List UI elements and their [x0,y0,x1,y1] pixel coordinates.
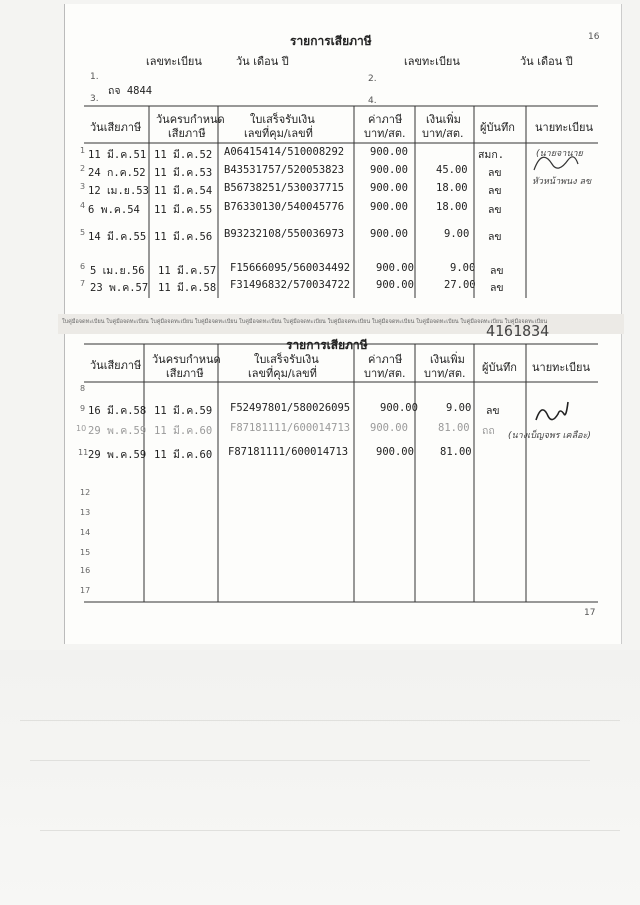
recorder: ลข [490,265,504,277]
extra-amount: 81.00 [438,422,470,434]
recorder: ลข [490,282,504,294]
recorder: สมก. [478,149,505,161]
registrar-stamp-title: หัวหน้าพนง ลข [532,177,592,187]
pay-date: 5 เม.ย.56 [90,265,145,277]
col-pay-date: วันเสียภาษี [90,359,142,372]
recorder: ลข [488,185,502,197]
due-date: 11 มี.ค.56 [154,231,213,243]
extra-amount: 27.00 [444,279,476,291]
tax-amount: 900.00 [380,402,418,414]
pay-date: 29 พ.ค.59 [88,425,147,437]
receipt-number: F87181111/600014713 [228,446,349,458]
row-number: 17 [80,586,91,595]
col-extra-l1: เงินเพิ่ม [426,113,461,126]
row-number: 15 [80,548,91,557]
recorder: ถถ [482,425,495,437]
extra-amount: 81.00 [440,446,472,458]
row-number: 4 [80,201,86,210]
row-number: 5 [80,228,86,237]
due-date: 11 มี.ค.54 [154,185,213,197]
extra-amount: 18.00 [436,182,468,194]
receipt-number: F87181111/600014713 [230,422,351,434]
line2-number: 2. [368,74,377,84]
receipt-number: F15666095/560034492 [230,262,351,274]
due-date: 11 มี.ค.57 [158,265,217,277]
receipt-number: F31496832/570034722 [230,279,351,291]
col-receipt-l2: เลขที่คุม/เลขที่ [244,127,313,140]
extra-amount: 9.00 [450,262,476,274]
row-number: 14 [80,528,91,537]
line4-number: 4. [368,96,377,106]
tax-amount: 900.00 [370,182,408,194]
row-number: 1 [80,146,86,155]
receipt-number: B43531757/520053823 [224,164,345,176]
col-registrar: นายทะเบียน [535,121,594,134]
tax-amount: 900.00 [376,446,414,458]
date-label-right: วัน เดือน ปี [520,55,573,68]
row-number: 8 [80,384,86,393]
registration-number: ถจ 4844 [108,85,153,97]
due-date: 11 มี.ค.59 [154,405,213,417]
serial-number: 4161834 [486,322,550,340]
pay-date: 24 ก.ค.52 [88,167,146,179]
tax-amount: 900.00 [370,164,408,176]
row-number: 2 [80,164,86,173]
row-number: 12 [80,488,91,497]
col-tax-l1: ค่าภาษี [368,353,403,366]
col-due-date-l2: เสียภาษี [166,367,204,380]
row-number: 9 [80,404,86,413]
watermark-text: ใบคู่มือจดทะเบียน ใบคู่มือจดทะเบียน ใบคู่มือจดทะเบียน ใบคู่มือจดทะเบียน ใบคู่มือจดทะเบียน ใบคู่มือจดทะเบียน ใบคู่มือจดทะเบียน ใบคู่มือจดทะเบียน ใบคู่มือจดทะเบียน ใบคู่มือจดทะเบียน ใบคู่มือจดทะเบียน [62,319,548,325]
pay-date: 11 มี.ค.51 [88,149,147,161]
receipt-number: B93232108/550036973 [224,228,345,240]
row-number: 3 [80,182,86,191]
col-recorder: ผู้บันทึก [482,361,517,374]
pay-date: 23 พ.ค.57 [90,282,149,294]
row-number: 16 [80,566,91,575]
recorder: ลข [488,231,502,243]
tax-amount: 900.00 [370,146,408,158]
col-extra-l2: บาท/สต. [422,127,464,140]
registrar-stamp-name: (นายจานาย [536,149,583,159]
line1-number: 1. [90,72,99,82]
pay-date: 14 มี.ค.55 [88,231,147,243]
due-date: 11 มี.ค.60 [154,449,213,461]
recorder: ลข [488,204,502,216]
col-tax-l2: บาท/สต. [364,127,406,140]
col-recorder: ผู้บันทึก [480,121,515,134]
date-label-left: วัน เดือน ปี [236,55,289,68]
pay-date: 16 มี.ค.58 [88,405,147,417]
receipt-number: A06415414/510008292 [224,146,345,158]
col-extra-l1: เงินเพิ่ม [430,353,465,366]
col-receipt-l1: ใบเสร็จรับเงิน [250,113,315,126]
col-due-date-l1: วันครบกำหนด [156,113,225,126]
due-date: 11 มี.ค.55 [154,204,213,216]
recorder: ลข [486,405,500,417]
tax-amount: 900.00 [370,228,408,240]
pay-date: 6 พ.ค.54 [88,204,140,216]
row-number: 6 [80,262,86,271]
page-number-top: 16 [588,32,600,42]
row-number: 7 [80,279,86,288]
col-receipt-l2: เลขที่คุม/เลขที่ [248,367,317,380]
pay-date: 12 เม.ย.53 [88,185,149,197]
row-number: 11 [78,448,89,457]
scan-artifact [40,830,620,831]
tax-amount: 900.00 [376,279,414,291]
receipt-number: F52497801/580026095 [230,402,351,414]
section2-title: รายการเสียภาษี [286,338,368,352]
reg-label-right: เลขทะเบียน [404,55,460,68]
extra-amount: 18.00 [436,201,468,213]
scan-artifact [30,760,590,761]
receipt-number: B76330130/540045776 [224,201,345,213]
recorder: ลข [488,167,502,179]
registrar-stamp-name: (นางเบ็ญจพร เคลือะ) [508,431,591,441]
col-extra-l2: บาท/สต. [424,367,466,380]
extra-amount: 9.00 [444,228,470,240]
scan-artifact [20,720,620,721]
due-date: 11 มี.ค.53 [154,167,213,179]
pay-date: 29 พ.ค.59 [88,449,147,461]
receipt-number: B56738251/530037715 [224,182,345,194]
section1-title: รายการเสียภาษี [290,34,372,48]
extra-amount: 9.00 [446,402,472,414]
due-date: 11 มี.ค.52 [154,149,213,161]
page-number-bottom: 17 [584,608,596,618]
line3-number: 3. [90,94,99,104]
reg-label-left: เลขทะเบียน [146,55,202,68]
due-date: 11 มี.ค.60 [154,425,213,437]
row-number: 10 [76,424,87,433]
col-pay-date: วันเสียภาษี [90,121,142,134]
col-tax-l1: ค่าภาษี [368,113,403,126]
col-receipt-l1: ใบเสร็จรับเงิน [254,353,319,366]
tax-amount: 900.00 [370,201,408,213]
col-registrar: นายทะเบียน [532,361,591,374]
extra-amount: 45.00 [436,164,468,176]
due-date: 11 มี.ค.58 [158,282,217,294]
col-tax-l2: บาท/สต. [364,367,406,380]
row-number: 13 [80,508,91,517]
tax-amount: 900.00 [376,262,414,274]
tax-amount: 900.00 [370,422,408,434]
col-due-date-l2: เสียภาษี [168,127,206,140]
col-due-date-l1: วันครบกำหนด [152,353,221,366]
